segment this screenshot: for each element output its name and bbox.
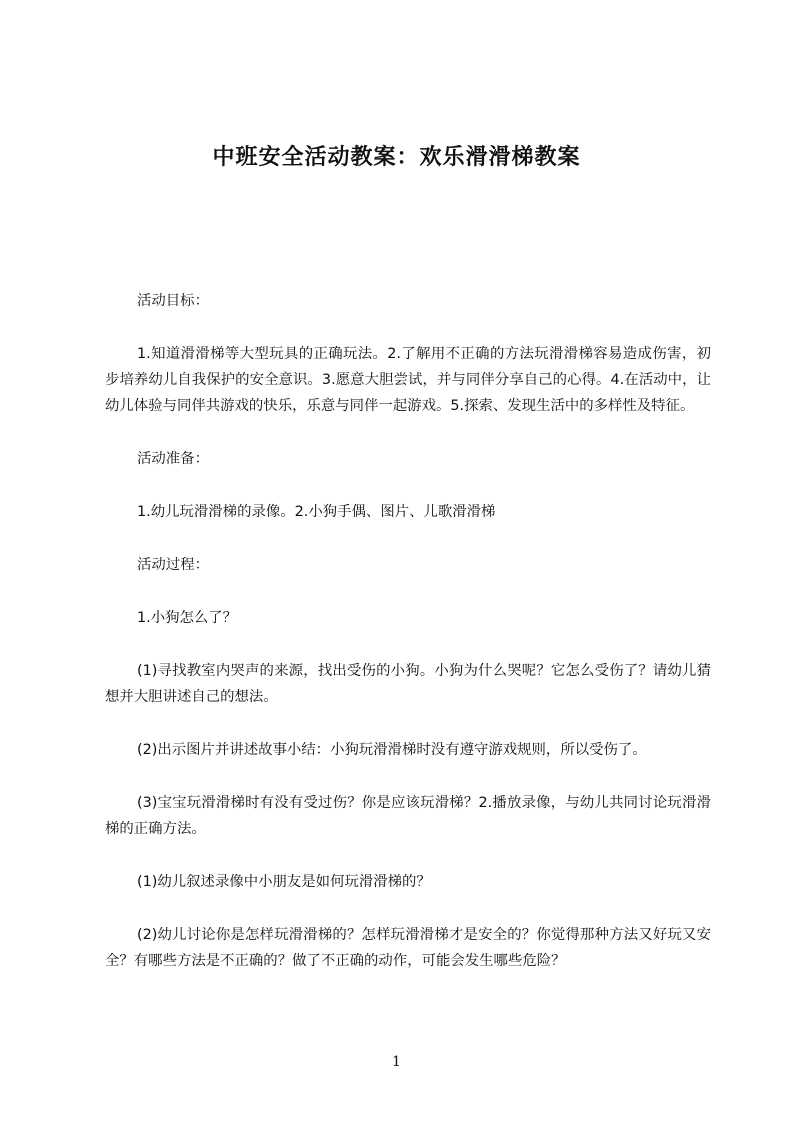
paragraph-step-1-1: (1)寻找教室内哭声的来源，找出受伤的小狗。小狗为什么哭呢？它怎么受伤了？请幼儿猜想并大胆讲述自己的想法。 (105, 663, 711, 705)
paragraph-step-1-3: (3)宝宝玩滑滑梯时有没有受过伤？你是应该玩滑梯？2.播放录像，与幼儿共同讨论玩滑滑梯的正确方法。 (105, 795, 711, 837)
section-heading-goals: 活动目标： (137, 293, 209, 309)
section-heading-process: 活动过程： (137, 557, 209, 573)
paragraph-goals: 1.知道滑滑梯等大型玩具的正确玩法。2.了解用不正确的方法玩滑滑梯容易造成伤害，初步培养幼儿自我保护的安全意识。3.愿意大胆尝试，并与同伴分享自己的心得。4.在活动中，让幼儿体验与同伴共游戏的快乐，乐意与同伴一起游戏。5.探索、发现生活中的多样性及特征。 (105, 346, 711, 414)
paragraph-step-2-2: (2)幼儿讨论你是怎样玩滑滑梯的？怎样玩滑滑梯才是安全的？你觉得那种方法又好玩又安全？有哪些方法是不正确的？做了不正确的动作，可能会发生哪些危险？ (105, 927, 711, 969)
paragraph-step-2-1: (1)幼儿叙述录像中小朋友是如何玩滑滑梯的？ (137, 874, 431, 890)
paragraph-step-1-2: (2)出示图片并讲述故事小结：小狗玩滑滑梯时没有遵守游戏规则，所以受伤了。 (137, 742, 647, 758)
document-body (105, 288, 711, 1001)
paragraph-step-1: 1.小狗怎么了？ (137, 610, 238, 626)
section-heading-preparation: 活动准备： (137, 451, 209, 467)
document-title: 中班安全活动教案：欢乐滑滑梯教案 (212, 145, 581, 170)
page-number: 1 (392, 1054, 401, 1070)
paragraph-preparation: 1.幼儿玩滑滑梯的录像。2.小狗手偶、图片、儿歌滑滑梯 (137, 504, 496, 520)
